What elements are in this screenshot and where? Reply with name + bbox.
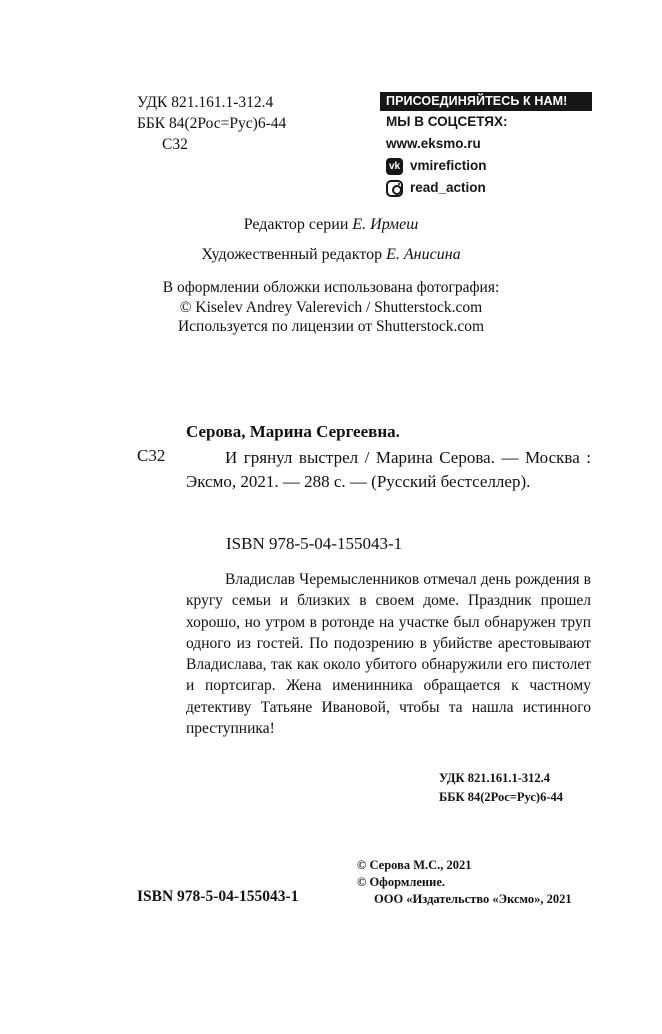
cover-credit-line3: Используется по лицензии от Shutterstock.com bbox=[177, 318, 485, 335]
udk-code-bottom: УДК 821.161.1-312.4 bbox=[439, 771, 550, 785]
bib-author-mark: С32 bbox=[137, 446, 166, 465]
series-editor-line bbox=[0, 216, 662, 234]
classification-codes-bottom bbox=[439, 769, 563, 807]
series-editor-label: Редактор серии bbox=[243, 216, 349, 233]
instagram-handle: read_action bbox=[410, 180, 486, 195]
author-mark-code: С32 bbox=[162, 136, 188, 153]
author-heading: Серова, Марина Сергеевна. bbox=[186, 422, 400, 441]
social-media-block bbox=[380, 92, 592, 202]
bibliographic-description: И грянул выстрел / Марина Серова. — Москва : Эксмо, 2021. — 288 с. — (Русский бестселлер). bbox=[186, 448, 591, 491]
art-editor-line bbox=[0, 246, 662, 264]
art-editor-name: Е. Анисина bbox=[386, 246, 461, 263]
udk-code: УДК 821.161.1-312.4 bbox=[137, 94, 274, 111]
classification-codes bbox=[137, 92, 286, 155]
annotation: Владислав Черемысленников отмечал день рождения в кругу семьи и близких в своем доме. Праздник прошел хорошо, но утром в ротонде на участке был обнаружен труп одного из гостей. По подозрению в убийстве арестовывают Владислава, так как около убитого обнаружили его пистолет и портсигар. Жена именинника обращается к частному детективу Татьяне Ивановой, чтобы та нашла истинного преступника! bbox=[186, 571, 591, 738]
vk-link[interactable] bbox=[380, 155, 592, 177]
series-editor-name: Е. Ирмеш bbox=[352, 216, 419, 233]
cover-credit-line1: В оформлении обложки использована фотография: bbox=[162, 279, 500, 296]
isbn-bottom: ISBN 978-5-04-155043-1 bbox=[137, 888, 299, 905]
copyright-author: © Серова М.С., 2021 bbox=[357, 858, 472, 872]
bbk-code-bottom: ББК 84(2Рос=Рус)6-44 bbox=[439, 790, 563, 804]
copyright-block bbox=[357, 857, 572, 908]
website-link[interactable]: www.eksmo.ru bbox=[386, 136, 481, 151]
cover-credit bbox=[0, 278, 662, 337]
vk-handle: vmirefiction bbox=[410, 158, 487, 173]
isbn: ISBN 978-5-04-155043-1 bbox=[226, 534, 403, 553]
instagram-link[interactable] bbox=[380, 177, 592, 199]
social-subheader: МЫ В СОЦСЕТЯХ: bbox=[386, 114, 508, 129]
instagram-icon bbox=[386, 180, 403, 197]
bbk-code: ББК 84(2Рос=Рус)6-44 bbox=[137, 115, 287, 132]
copyright-publisher: ООО «Издательство «Эксмо», 2021 bbox=[374, 892, 572, 906]
art-editor-label: Художественный редактор bbox=[201, 246, 383, 263]
copyright-design: © Оформление. bbox=[357, 875, 446, 889]
join-us-banner: ПРИСОЕДИНЯЙТЕСЬ К НАМ! bbox=[380, 92, 592, 111]
vk-icon: vk bbox=[386, 158, 403, 175]
cover-credit-line2: © Kiselev Andrey Valerevich / Shutterstock.com bbox=[179, 298, 483, 316]
